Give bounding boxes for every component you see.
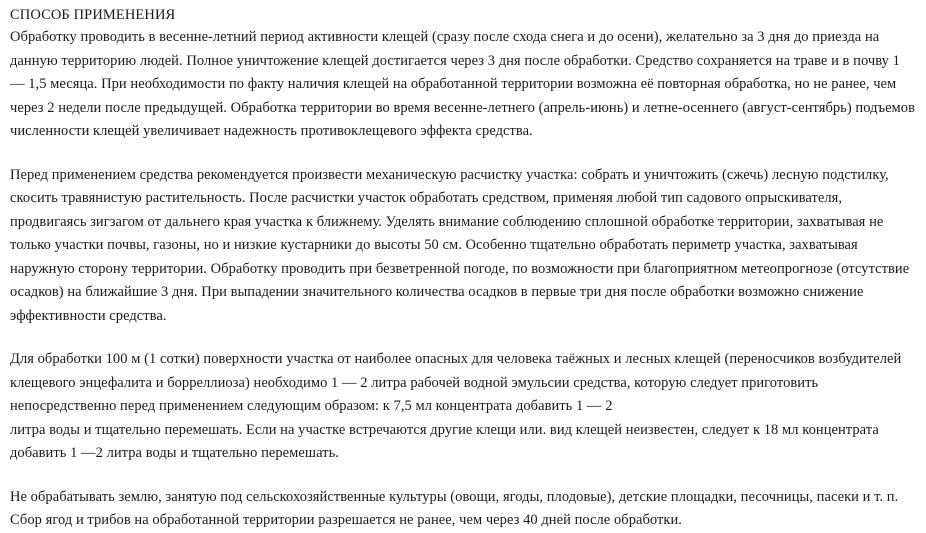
paragraph-site-preparation: Перед применением средства рекомендуется произвести механическую расчистку участка: собрать и уничтожить (сжечь) лесную подстилку, скосить травянистую растительность. После расчистки участок обработать средством, применяя любой тип садового опрыскивателя, продвигаясь зигзагом от дальнего края участка к ближнему. Уделять внимание соблюдению сплошной обработке территории, захватывая не только участки почвы, газоны, но и низкие кустарники до высоты 50 см. Особенно тщательно обработать перимeтр участка, захватывая наружную сторону территории. Обработку проводить при безветренной погоде, по возможности при благоприятном метеопрогнозе (отсутствие осадков) на ближайшие 3 дня. При выпадении значительного количества осадков в первые три дня после обработки возможно снижение эффективности средства. [10,166,910,324]
paragraph-restrictions: Не обрабатывать землю, занятую под сельскохозяйственные культуры (овощи, ягоды, плодовые), детские площадки, песочницы, пасеки и т. п. Сбор ягод и трибов на обработанной территории разрешается не ранее, чем через 40 дней после обработки. [10,488,899,528]
page-title: СПОСОБ ПРИМЕНЕНИЯ [10,7,176,23]
paragraph-dosage: Для обработки 100 м (1 сотки) поверхности участка от наиболее опасных для человека таёжных и лесных клещей (переносчиков возбудителей клещевого энцефалита и борреллиоза) необходимо 1 — 2 литра рабочей водной эмульсии средства, которую следует приготовить непосредственно перед применением следующим образом: к 7,5 мл концентрата добавить 1 — 2 [10,351,902,414]
paragraph-dosage-continued: литра воды и тщательно перемешать. Если на участке встречаются другие клещи или. вид клещей неизвестен, следует к 18 мл концентрата добавить 1 —2 литра воды и тщательно перемешать. [10,421,879,461]
paragraph-application-period: Обработку проводить в весенне-летний период активности клещей (сразу после схода снега и до осени), желательно за 3 дня до приезда на данную территорию людей. Полное уничтожение клещей достигается через 3 дня после обработки. Средство сохраняется на траве и в почву 1 — 1,5 месяца. При необходимости по факту наличия клещей на обработанной территории возможна её повторная обработка, но не ранее, чем через 2 недели после предыдущей. Обработка территории во время весенне-летнего (апрель-июнь) и летне-осеннего (август-сентябрь) подъемов численности клещей увеличивает надежность противоклещевого эффекта средства. [10,29,915,139]
